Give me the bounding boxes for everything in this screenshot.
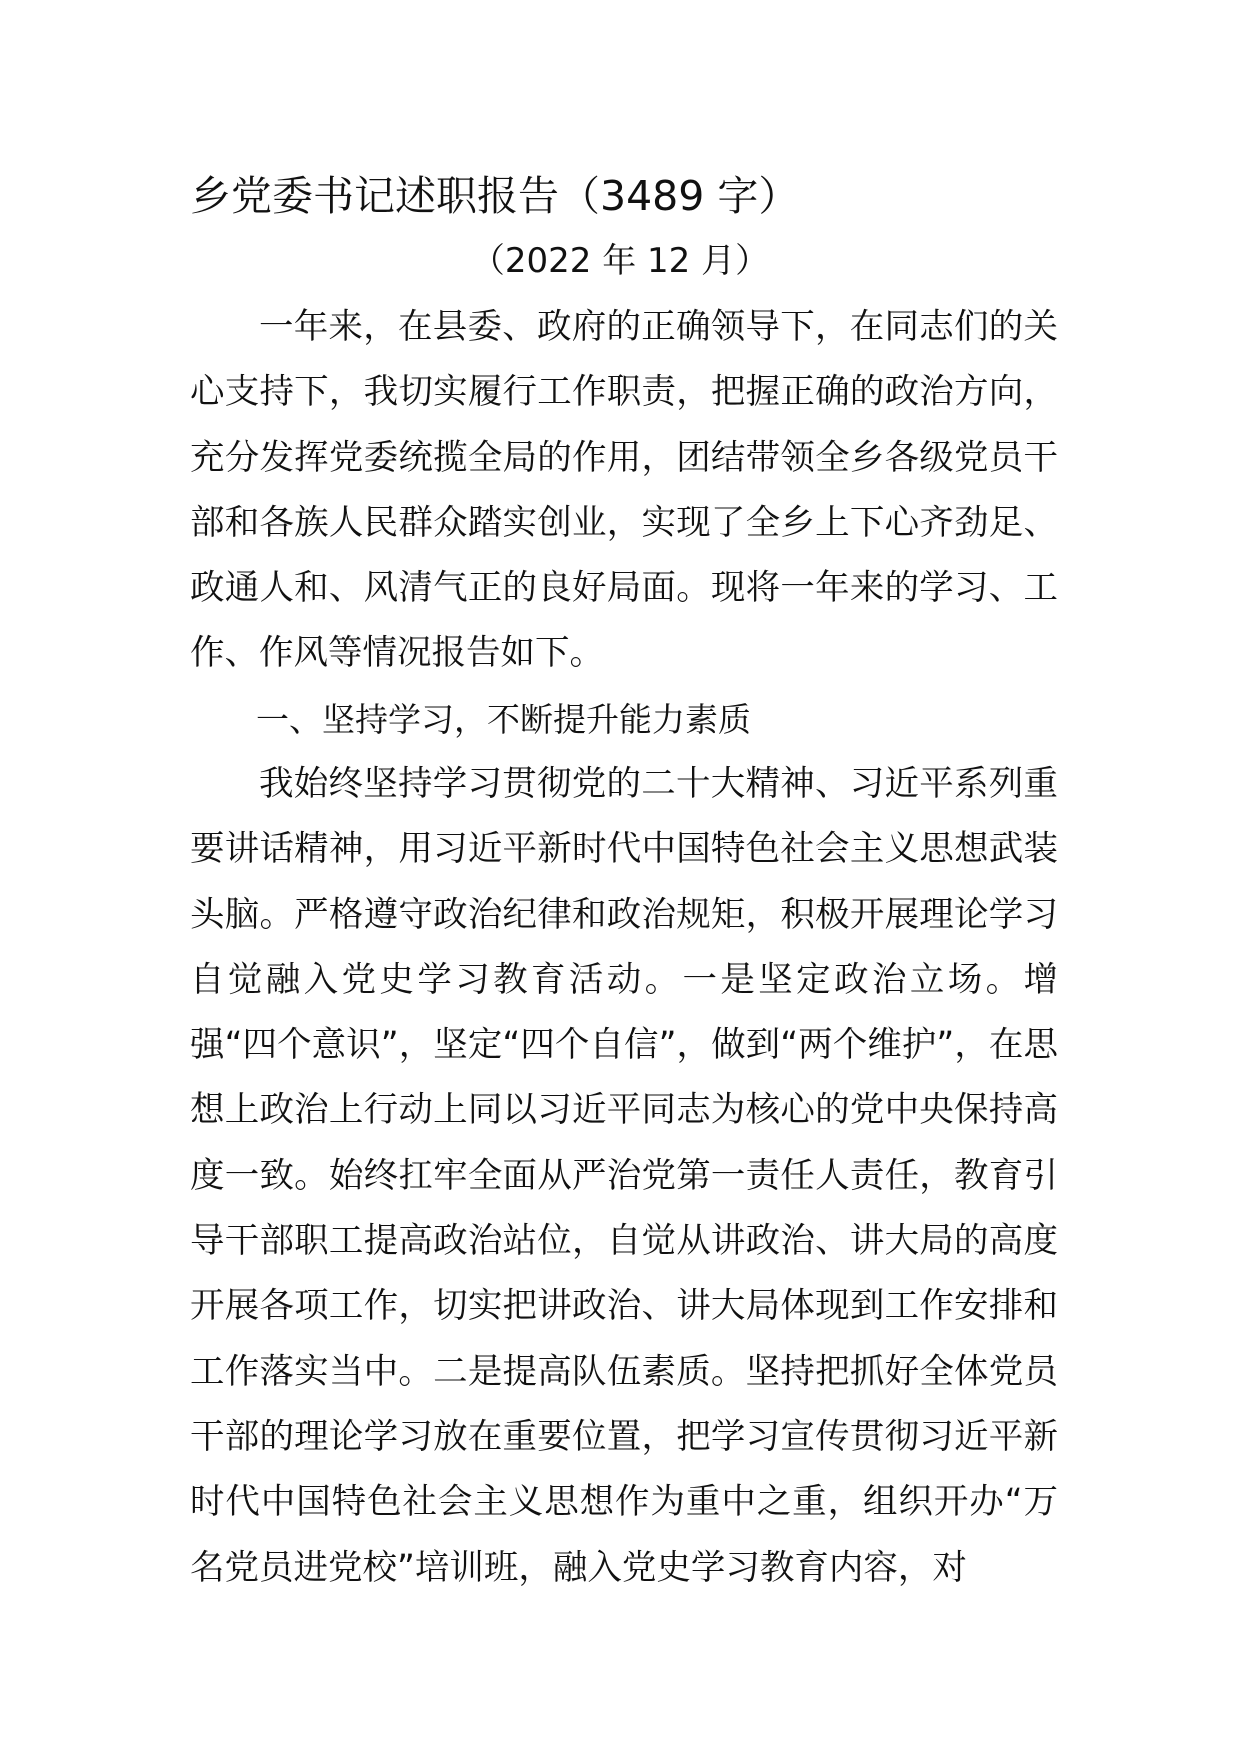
document-date: （2022 年 12 月） [470,241,770,281]
section-heading: 一、坚持学习，不断提升能力素质 [256,700,751,739]
intro-paragraph: 一年来，在县委、政府的正确领导下，在同志们的关心支持下，我切实履行工作职责，把握正确的政治方向，充分发挥党委统揽全局的作用，团结带领全乡各级党员干部和各族人民群众踏实创业，实现了全乡上下心齐劲足、政通人和、风清气正的良好局面。现将一年来的学习、工作、作风等情况报告如下。 [190,307,1058,674]
section-paragraph: 我始终坚持学习贯彻党的二十大精神、习近平系列重要讲话精神，用习近平新时代中国特色社会主义思想武装头脑。严格遵守政治纪律和政治规矩，积极开展理论学习自觉融入党史学习教育活动。一是坚定政治立场。增强“四个意识”，坚定“四个自信”，做到“两个维护”，在思想上政治上行动上同以习近平同志为核心的党中央保持高度一致。始终扛牢全面从严治党第一责任人责任，教育引导干部职工提高政治站位，自觉从讲政治、讲大局的高度开展各项工作，切实把讲政治、讲大局体现到工作安排和工作落实当中。二是提高队伍素质。坚持把抓好全体党员干部的理论学习放在重要位置，把学习宣传贯彻习近平新时代中国特色社会主义思想作为重中之重，组织开办“万名党员进党校”培训班，融入党史学习教育内容，对 [190,764,1058,1588]
document-title: 乡党委书记述职报告（3489 字） [190,172,800,220]
